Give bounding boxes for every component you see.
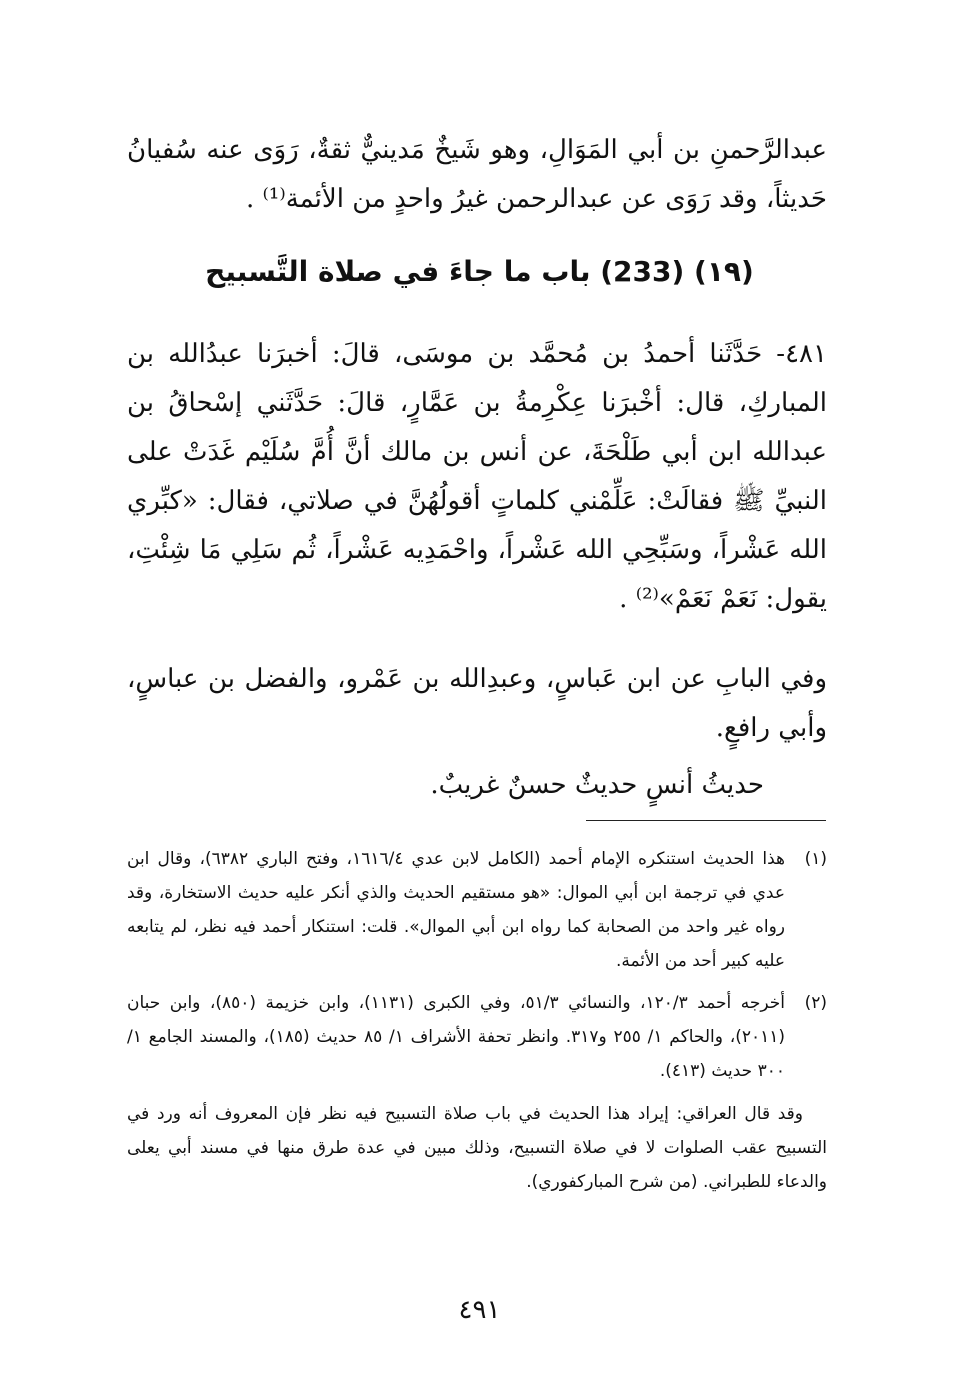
bab-paragraph: وفي البابِ عن ابن عَباسٍ، وعبدِالله بن عَمْرو، والفضل بن عباسٍ، وأبي رافعٍ. xyxy=(127,664,827,743)
footnote-divider xyxy=(586,820,826,821)
footnote-text: أخرجه أحمد ١٢٠/٣، والنسائي ٥١/٣، وفي الكبرى (١١٣١)، وابن خزيمة (٨٥٠)، وابن حبان (٢٠١١)، والحاكم ١/ ٢٥٥ و٣١٧. وانظر تحفة الأشراف ١/ ٨٥ حديث (١٨٥)، والمسند الجامع ١/ ٣٠٠ حديث (٤١٣). xyxy=(127,993,785,1081)
hadith-paragraph: ٤٨١- حَدَّثَنا أحمدُ بن مُحمَّد بن موسَى، قالَ: أخبرَنا عبدُالله بن المباركِ، قال: أخْبرَنا عِكْرِمةُ بن عَمَّارٍ، قالَ: حَدَّثَني إسْحاقُ بن عبدالله ابن أبي طَلْحَةَ، عن أنس بن مالك أنَّ أُمَّ سُلَيْم غَدَتْ على النبيِّ ﷺ فقالَتْ: عَلِّمْني كلماتٍ أقولُهُنَّ في صلاتي، فقال: «كبِّري الله عَشْراً، وسَبِّحِي الله عَشْراً، واحْمَدِيه عَشْراً، ثُم سَلِي مَا شِئْتِ، يقول: نَعَمْ نَعَمْ»⁽²⁾ . xyxy=(127,339,827,614)
page-number: ٤٩١ xyxy=(458,1295,501,1325)
footnote-2 xyxy=(127,986,827,1088)
footnote-number: (١) xyxy=(804,849,827,869)
footnote-2-continuation xyxy=(127,1097,827,1199)
footnote-number: (٢) xyxy=(804,993,827,1013)
footnote-text: وقد قال العراقي: إيراد هذا الحديث في باب صلاة التسبيح فيه نظر فإن المعروف أنه ورد في التسبيح عقب الصلوات لا في صلاة التسبيح، وذلك مبين في عدة طرق منها في مسند أبي يعلى والدعاء للطبراني. (من شرح المباركفوري). xyxy=(127,1104,827,1192)
footnote-1 xyxy=(127,842,827,978)
intro-paragraph: عبدالرَّحمنِ بن أبي المَوَالِ، وهو شَيخٌ مَدينيٌّ ثقةٌ، رَوَى عنه سُفيانُ حَديثاً، وقد رَوَى عن عبدالرحمن غيرُ واحدٍ من الأئمة⁽¹⁾ . xyxy=(127,135,827,214)
verdict-line: حديثُ أنسٍ حديثٌ حسنٌ غريبٌ. xyxy=(430,770,764,800)
chapter-heading: (١٩) (233) باب ما جاءَ في صلاة التَّسبيح xyxy=(205,255,754,288)
footnote-text: هذا الحديث استنكره الإمام أحمد (الكامل لابن عدي ١٦١٦/٤، وفتح الباري ٦٣٨٢)، وقال ابن عدي في ترجمة ابن أبي الموال: «هو مستقيم الحديث والذي أنكر عليه حديث الاستخارة، وقد رواه غير واحد من الصحابة كما رواه ابن أبي الموال». قلت: استنكار أحمد فيه نظر، لم يتابعه عليه كبير أحد من الأئمة. xyxy=(127,849,785,971)
